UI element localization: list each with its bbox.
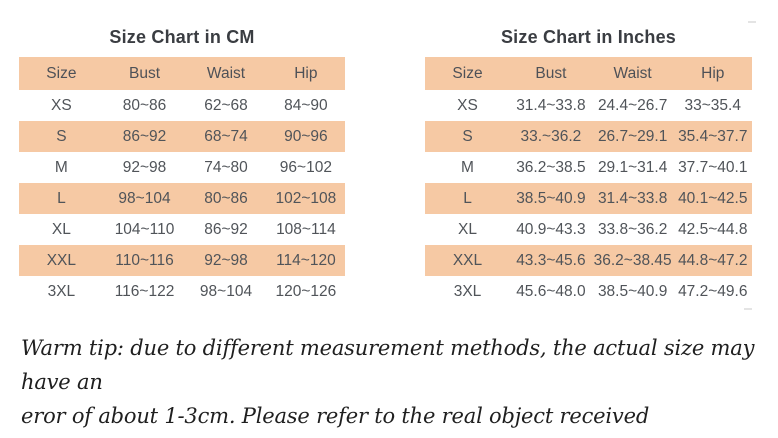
hip-cell: 42.5~44.8 bbox=[678, 220, 748, 238]
size-cell: S bbox=[56, 127, 67, 145]
hip-cell: 102~108 bbox=[275, 189, 337, 207]
hip-cell: 90~96 bbox=[284, 127, 328, 145]
bust-cell: 80~86 bbox=[122, 96, 167, 114]
size-cell: XXL bbox=[452, 251, 483, 269]
hip-cell: 114~120 bbox=[276, 251, 336, 269]
size-cell: 3XL bbox=[453, 282, 482, 300]
bust-cell: 33.~36.2 bbox=[520, 127, 582, 145]
artifact-dash bbox=[744, 308, 752, 310]
bust-cell: 116~122 bbox=[114, 282, 175, 300]
warm-tip-line-2: eror of about 1-3cm. Please refer to the real object received bbox=[21, 404, 650, 428]
hip-cell: 120~126 bbox=[275, 282, 337, 300]
table-row bbox=[19, 276, 345, 307]
size-cell: XL bbox=[458, 220, 477, 238]
warm-tip-note bbox=[21, 331, 769, 433]
column-header-hip: Hip bbox=[701, 64, 725, 82]
header-row bbox=[19, 57, 345, 90]
column-header-hip: Hip bbox=[294, 64, 318, 82]
size-chart-inches-table bbox=[425, 57, 752, 307]
size-chart-inches bbox=[425, 26, 752, 307]
column-header-size: Size bbox=[46, 64, 77, 82]
waist-cell: 62~68 bbox=[204, 96, 248, 114]
bust-cell: 45.6~48.0 bbox=[516, 282, 586, 300]
size-cell: XS bbox=[51, 96, 72, 114]
column-header-bust: Bust bbox=[128, 64, 160, 82]
size-cell: S bbox=[462, 127, 473, 145]
hip-cell: 108~114 bbox=[276, 220, 336, 238]
bust-cell: 43.3~45.6 bbox=[516, 251, 586, 269]
waist-cell: 98~104 bbox=[199, 282, 253, 300]
hip-cell: 47.2~49.6 bbox=[678, 282, 748, 300]
waist-cell: 24.4~26.7 bbox=[597, 96, 668, 114]
table-row bbox=[425, 152, 752, 183]
waist-cell: 29.1~31.4 bbox=[597, 158, 668, 176]
waist-cell: 33.8~36.2 bbox=[597, 220, 668, 238]
hip-cell: 44.8~47.2 bbox=[678, 251, 748, 269]
header-row bbox=[425, 57, 752, 90]
size-cell: L bbox=[57, 189, 66, 207]
size-cell: M bbox=[54, 158, 68, 176]
hip-cell: 33~35.4 bbox=[684, 96, 741, 114]
size-cell: M bbox=[461, 158, 474, 176]
waist-cell: 80~86 bbox=[204, 189, 248, 207]
table-row bbox=[425, 276, 752, 307]
size-cell: XXL bbox=[46, 251, 77, 269]
hip-cell: 37.7~40.1 bbox=[678, 158, 748, 176]
size-chart-cm bbox=[19, 26, 345, 307]
waist-cell: 68~74 bbox=[204, 127, 248, 145]
bust-cell: 40.9~43.3 bbox=[516, 220, 586, 238]
column-header-size: Size bbox=[452, 64, 483, 82]
size-cell: 3XL bbox=[47, 282, 76, 300]
bust-cell: 104~110 bbox=[114, 220, 175, 238]
table-row bbox=[19, 90, 345, 121]
waist-cell: 36.2~38.45 bbox=[593, 251, 672, 269]
size-chart-inches-title: Size Chart in Inches bbox=[500, 27, 677, 47]
waist-cell: 31.4~33.8 bbox=[597, 189, 668, 207]
hip-cell: 40.1~42.5 bbox=[678, 189, 748, 207]
hip-cell: 96~102 bbox=[279, 158, 332, 176]
size-cell: L bbox=[463, 189, 472, 207]
bust-cell: 36.2~38.5 bbox=[516, 158, 586, 176]
hip-cell: 35.4~37.7 bbox=[678, 127, 748, 145]
waist-cell: 38.5~40.9 bbox=[597, 282, 668, 300]
size-chart-cm-title: Size Chart in CM bbox=[109, 27, 255, 47]
warm-tip-line-1: Warm tip: due to different measurement methods, the actual size may have an bbox=[21, 336, 755, 394]
table-row bbox=[19, 214, 345, 245]
bust-cell: 38.5~40.9 bbox=[516, 189, 586, 207]
waist-cell: 86~92 bbox=[204, 220, 248, 238]
waist-cell: 26.7~29.1 bbox=[597, 127, 668, 145]
size-chart-cm-table bbox=[19, 57, 345, 307]
size-cell: XS bbox=[457, 96, 478, 114]
bust-cell: 110~116 bbox=[115, 251, 174, 269]
table-row bbox=[425, 183, 752, 214]
column-header-waist: Waist bbox=[613, 64, 652, 82]
column-header-bust: Bust bbox=[535, 64, 567, 82]
table-row bbox=[425, 245, 752, 276]
table-row bbox=[425, 121, 752, 152]
bust-cell: 86~92 bbox=[122, 127, 167, 145]
waist-cell: 92~98 bbox=[204, 251, 248, 269]
table-row bbox=[19, 183, 345, 214]
table-row bbox=[425, 214, 752, 245]
size-cell: XL bbox=[51, 220, 71, 238]
table-row bbox=[19, 121, 345, 152]
waist-cell: 74~80 bbox=[204, 158, 248, 176]
bust-cell: 98~104 bbox=[118, 189, 171, 207]
column-header-waist: Waist bbox=[206, 64, 246, 82]
table-row bbox=[19, 152, 345, 183]
table-row bbox=[425, 90, 752, 121]
hip-cell: 84~90 bbox=[284, 96, 328, 114]
artifact-dash bbox=[748, 21, 756, 23]
table-row bbox=[19, 245, 345, 276]
bust-cell: 31.4~33.8 bbox=[516, 96, 586, 114]
bust-cell: 92~98 bbox=[122, 158, 167, 176]
